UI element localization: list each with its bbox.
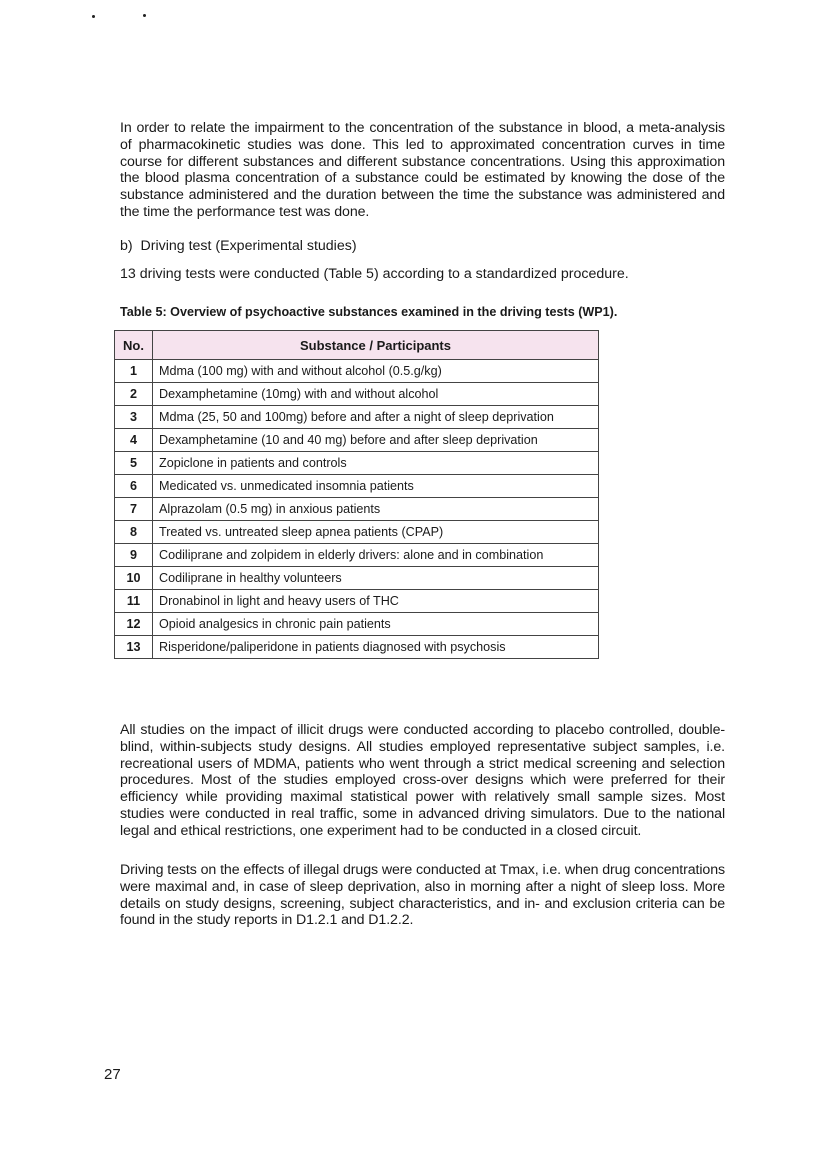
row-number: 2: [115, 383, 153, 406]
row-substance: Treated vs. untreated sleep apnea patients (CPAP): [153, 521, 599, 544]
table-row: [115, 636, 599, 659]
row-substance: Zopiclone in patients and controls: [153, 452, 599, 475]
row-number: 5: [115, 452, 153, 475]
row-number: 13: [115, 636, 153, 659]
table-row: [115, 567, 599, 590]
row-number: 3: [115, 406, 153, 429]
tmax-paragraph: Driving tests on the effects of illegal drugs were conducted at Tmax, i.e. when drug concentrations were maximal and, in case of sleep deprivation, also in morning after a night of sleep loss. More details on study designs, screening, subject characteristics, and in- and exclusion criteria can be found in the study reports in D1.2.1 and D1.2.2.: [120, 862, 725, 929]
row-number: 7: [115, 498, 153, 521]
table-row: [115, 613, 599, 636]
row-substance: Medicated vs. unmedicated insomnia patients: [153, 475, 599, 498]
table-row: [115, 452, 599, 475]
table-row: [115, 406, 599, 429]
header-no: No.: [115, 331, 153, 360]
table-header-row: [115, 331, 599, 360]
row-substance: Mdma (25, 50 and 100mg) before and after a night of sleep deprivation: [153, 406, 599, 429]
row-substance: Codiliprane and zolpidem in elderly drivers: alone and in combination: [153, 544, 599, 567]
table-row: [115, 383, 599, 406]
row-number: 6: [115, 475, 153, 498]
row-substance: Dexamphetamine (10 and 40 mg) before and after sleep deprivation: [153, 429, 599, 452]
scan-mark: [143, 14, 146, 17]
substances-table: [114, 330, 599, 659]
page-number: 27: [104, 1066, 121, 1083]
methods-paragraph: All studies on the impact of illicit drugs were conducted according to placebo controlled, double-blind, within-subjects study designs. All studies employed representative subject samples, i.e. recreational users of MDMA, patients who went through a strict medical screening and selection procedures. Most of the studies employed cross-over designs which were preferred for their efficiency while providing maximal statistical power with relatively small sample sizes. Most studies were conducted in real traffic, some in advanced driving simulators. Due to the national legal and ethical restrictions, one experiment had to be conducted in a closed circuit.: [120, 722, 725, 839]
row-number: 11: [115, 590, 153, 613]
row-number: 8: [115, 521, 153, 544]
row-substance: Mdma (100 mg) with and without alcohol (0.5.g/kg): [153, 360, 599, 383]
table-body: [115, 360, 599, 659]
table-row: [115, 521, 599, 544]
row-substance: Dexamphetamine (10mg) with and without alcohol: [153, 383, 599, 406]
row-number: 9: [115, 544, 153, 567]
table-row: [115, 590, 599, 613]
intro-paragraph: In order to relate the impairment to the concentration of the substance in blood, a meta-analysis of pharmacokinetic studies was done. This led to approximated concentration curves in time course for different substances and different substance concentrations. Using this approximation the blood plasma concentration of a substance could be estimated by knowing the dose of the substance administered and the duration between the time the substance was administered and the time the performance test was done.: [120, 120, 725, 220]
row-substance: Dronabinol in light and heavy users of THC: [153, 590, 599, 613]
table-row: [115, 475, 599, 498]
table-row: [115, 429, 599, 452]
header-substance: Substance / Participants: [153, 331, 599, 360]
row-number: 10: [115, 567, 153, 590]
section-heading: b) Driving test (Experimental studies): [120, 238, 357, 254]
scan-mark: [92, 15, 95, 18]
row-number: 1: [115, 360, 153, 383]
row-number: 4: [115, 429, 153, 452]
row-substance: Alprazolam (0.5 mg) in anxious patients: [153, 498, 599, 521]
row-substance: Codiliprane in healthy volunteers: [153, 567, 599, 590]
table-row: [115, 498, 599, 521]
table-row: [115, 360, 599, 383]
row-substance: Risperidone/paliperidone in patients diagnosed with psychosis: [153, 636, 599, 659]
section-intro: 13 driving tests were conducted (Table 5) according to a standardized procedure.: [120, 266, 629, 282]
table-row: [115, 544, 599, 567]
table-caption: Table 5: Overview of psychoactive substances examined in the driving tests (WP1).: [120, 305, 618, 319]
row-substance: Opioid analgesics in chronic pain patients: [153, 613, 599, 636]
row-number: 12: [115, 613, 153, 636]
